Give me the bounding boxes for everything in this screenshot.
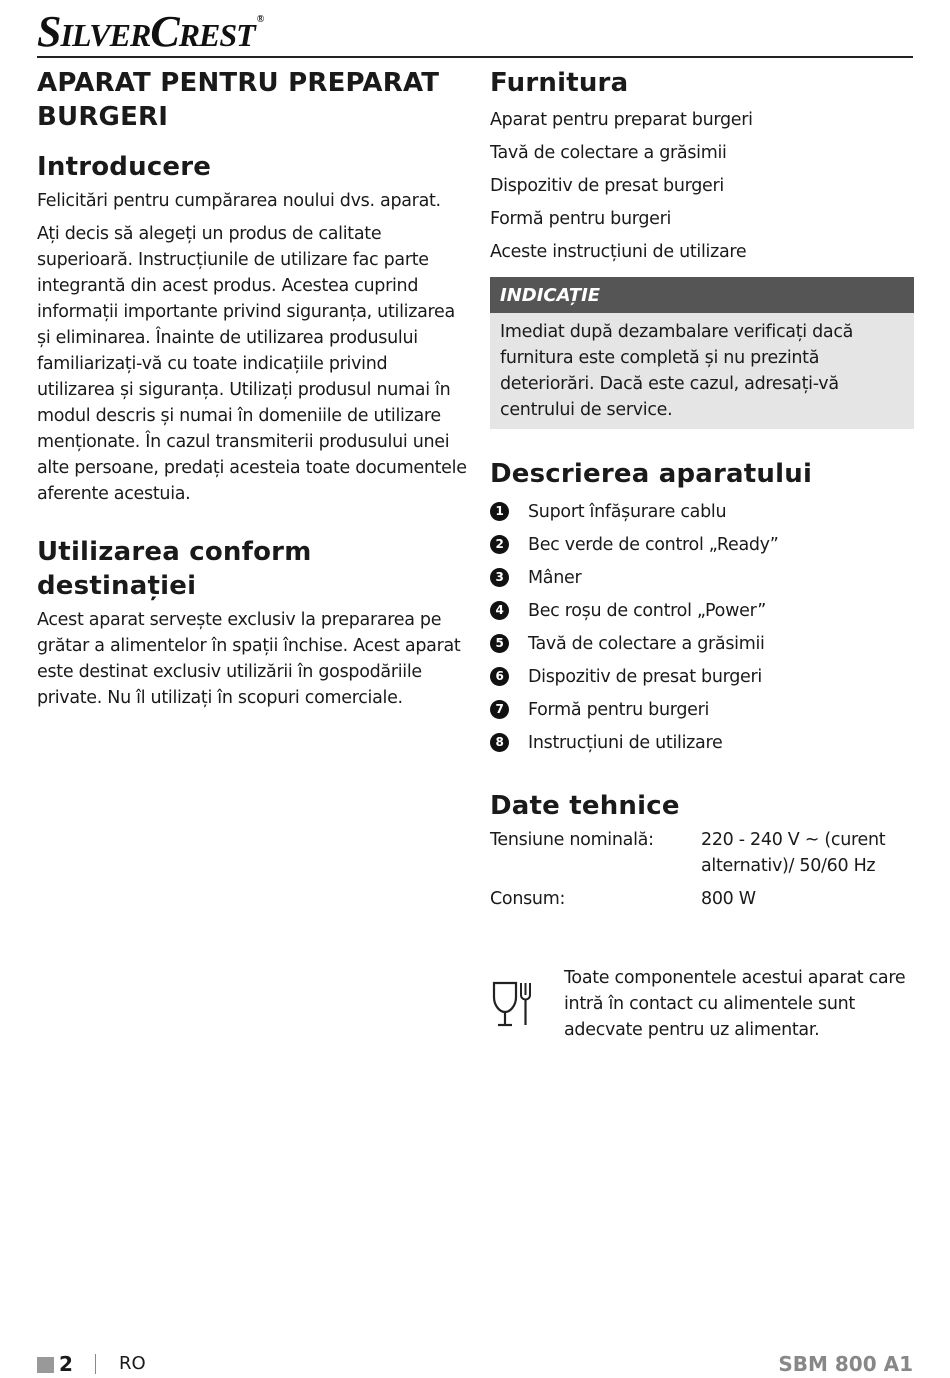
footer-separator — [95, 1354, 96, 1374]
spec-row — [490, 886, 914, 919]
language-code: RO — [119, 1353, 146, 1374]
part-item — [490, 561, 914, 594]
food-safe-text: Toate componentele acestui aparat care intră în contact cu alimentele sunt adecvate pentru uz alimentar. — [564, 968, 906, 1040]
header-rule — [37, 56, 913, 58]
intended-use-section — [37, 535, 467, 711]
part-item — [490, 693, 914, 726]
supply-item: Aceste instrucțiuni de utilizare — [490, 242, 747, 262]
part-number: 2 — [490, 535, 509, 554]
brand-logo — [37, 6, 263, 57]
part-number: 4 — [490, 601, 509, 620]
logo-part-1: ILVER — [60, 17, 151, 53]
part-label: Mâner — [528, 567, 582, 588]
spec-value: 220 - 240 V ~ (curent alternativ)/ 50/60 Hz — [701, 830, 886, 876]
part-number: 6 — [490, 667, 509, 686]
document-title: APARAT PENTRU PREPARAT BURGERI — [37, 68, 440, 132]
supply-heading: Furnitura — [490, 68, 629, 98]
note-box — [490, 277, 914, 429]
page-number: 2 — [59, 1352, 73, 1376]
registered-mark: ® — [256, 14, 264, 25]
supply-item: Aparat pentru preparat burgeri — [490, 110, 753, 130]
supply-item: Formă pentru burgeri — [490, 209, 672, 229]
intro-section — [37, 150, 467, 507]
spec-value: 800 W — [701, 889, 756, 909]
part-label: Suport înfășurare cablu — [528, 501, 727, 522]
spec-key: Consum: — [490, 889, 566, 909]
parts-list — [490, 495, 914, 759]
tech-data-heading: Date tehnice — [490, 791, 680, 821]
description-heading: Descrierea aparatului — [490, 459, 813, 489]
logo-letter-c: C — [150, 7, 179, 56]
part-item — [490, 495, 914, 528]
part-label: Instrucțiuni de utilizare — [528, 732, 723, 753]
intro-heading: Introducere — [37, 152, 212, 182]
part-number: 7 — [490, 700, 509, 719]
part-number: 1 — [490, 502, 509, 521]
part-label: Tavă de colectare a grăsimii — [528, 633, 765, 654]
left-column — [37, 66, 467, 739]
supply-list — [490, 104, 914, 269]
intro-paragraph-1: Felicitări pentru cumpărarea noului dvs. aparat. — [37, 191, 441, 211]
part-item — [490, 594, 914, 627]
part-item — [490, 726, 914, 759]
part-number: 3 — [490, 568, 509, 587]
part-number: 5 — [490, 634, 509, 653]
supply-item: Dispozitiv de presat burgeri — [490, 176, 724, 196]
part-label: Bec verde de control „Ready” — [528, 534, 779, 555]
intended-use-heading: Utilizarea conform destinației — [37, 537, 312, 601]
food-safe-glass-fork-icon — [490, 965, 564, 1043]
intended-use-paragraph: Acest aparat servește exclusiv la prepararea pe grătar a alimentelor în spații închise. Acest aparat este destinat exclusiv utilizării în gospodăriile private. Nu îl utilizați în scopuri comerciale. — [37, 610, 461, 708]
part-item — [490, 528, 914, 561]
intro-paragraph-2: Ați decis să alegeți un produs de calitate superioară. Instrucțiunile de utilizare fac parte integrantă din acest produs. Acestea cuprind informații importante privind siguranța, utilizarea și eliminarea. Înainte de utilizarea produsului familiarizați-vă cu toate indicațiile privind utilizarea și siguranța. Utilizați produsul numai în modul descris și numai în domeniile de utilizare menționate. În cazul transmiterii produsului unei alte persoane, predați acesteia toate documentele aferente acestuia. — [37, 224, 467, 504]
tech-specs-table — [490, 827, 914, 919]
part-number: 8 — [490, 733, 509, 752]
part-item — [490, 660, 914, 693]
note-text: Imediat după dezambalare verificați dacă furnitura este completă și nu prezintă deteriorări. Dacă este cazul, adresați-vă centrului de service. — [490, 313, 914, 429]
part-label: Bec roșu de control „Power” — [528, 600, 766, 621]
note-title: INDICAȚIE — [490, 277, 914, 313]
part-label: Formă pentru burgeri — [528, 699, 710, 720]
page-footer — [37, 1350, 913, 1378]
right-column — [490, 66, 914, 1043]
spec-row — [490, 827, 914, 886]
part-item — [490, 627, 914, 660]
logo-part-2: REST — [178, 17, 255, 53]
spec-key: Tensiune nominală: — [490, 830, 654, 850]
logo-letter-s: S — [37, 7, 61, 56]
supply-item: Tavă de colectare a grăsimii — [490, 143, 727, 163]
model-number: SBM 800 A1 — [778, 1352, 913, 1376]
part-label: Dispozitiv de presat burgeri — [528, 666, 762, 687]
food-safe-notice — [490, 965, 914, 1043]
footer-square-mark — [37, 1357, 54, 1373]
